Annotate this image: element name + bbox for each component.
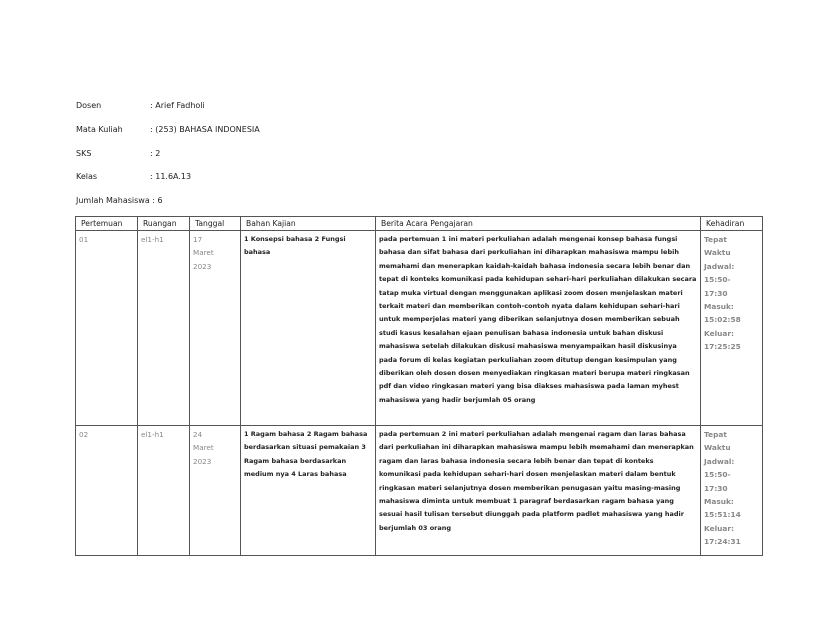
kehadiran-jadwal-label: Jadwal:	[704, 456, 735, 466]
kehadiran-keluar-time: 17:25:25	[704, 342, 741, 352]
kelas-label: Kelas	[76, 172, 98, 181]
sks-line	[76, 149, 160, 158]
kehadiran-jadwal-start: 15:50-	[704, 275, 731, 285]
cell-tanggal	[190, 231, 241, 426]
cell-ruangan: el1-h1	[138, 231, 190, 426]
cell-berita-acara: pada pertemuan 1 ini materi perkuliahan adalah mengenai konsep bahasa fungsi bahasa dan sifat bahasa dari perkuliahan ini diharapkan mahasiswa mampu lebih memahami dan menerapkan kaidah-kaidah bahasa indonesia secara lebih benar dan tepat di konteks komunikasi pada kehidupan sehari-hari perkuliahan dilakukan secara tatap muka virtual dengan menggunakan aplikasi zoom dosen menjelaskan materi terkait materi dan memberikan contoh-contoh nyata dalam kehidupan sehari-hari untuk memperjelas materi yang diberikan selanjutnya dosen memberikan sebuah studi kasus kesalahan ejaan penulisan bahasa indonesia untuk bahan diskusi mahasiswa setelah dilakukan diskusi mahasiswa menyampaikan hasil diskusinya pada forum di kelas kegiatan perkuliahan zoom ditutup dengan kesimpulan yang diberikan oleh dosen dosen menyediakan ringkasan materi berupa materi ringkasan pdf dan video ringkasan materi yang bisa diakses mahasiswa pada laman myhest mahasiswa yang hadir berjumlah 05 orang	[376, 231, 701, 426]
sks-label: SKS	[76, 149, 92, 158]
kehadiran-masuk-time: 15:02:58	[704, 315, 741, 325]
col-tanggal: Tanggal	[190, 217, 241, 231]
cell-tanggal	[190, 426, 241, 556]
dosen-value: : Arief Fadholi	[150, 101, 205, 110]
kehadiran-keluar-label: Keluar:	[704, 328, 734, 338]
col-pertemuan: Pertemuan	[76, 217, 138, 231]
tanggal-year: 2023	[193, 261, 212, 271]
kehadiran-masuk-label: Masuk:	[704, 497, 734, 507]
kehadiran-jadwal-end: 17:30	[704, 483, 728, 493]
tanggal-year: 2023	[193, 456, 212, 466]
cell-pertemuan: 02	[76, 426, 138, 556]
attendance-table	[75, 216, 763, 556]
tanggal-day: 24	[193, 430, 203, 439]
kehadiran-status-2: Waktu	[704, 443, 731, 453]
kehadiran-keluar-time: 17:24:31	[704, 537, 741, 547]
tanggal-day: 17	[193, 235, 203, 244]
col-bahan-kajian: Bahan Kajian	[241, 217, 376, 231]
cell-kehadiran	[701, 231, 763, 426]
table-header-row	[76, 217, 763, 231]
kehadiran-jadwal-end: 17:30	[704, 288, 728, 298]
kehadiran-masuk-label: Masuk:	[704, 302, 734, 312]
kehadiran-status: Tepat	[704, 235, 727, 244]
table-row	[76, 231, 763, 426]
matakuliah-line	[76, 125, 260, 134]
kelas-value: : 11.6A.13	[150, 172, 192, 181]
kehadiran-status: Tepat	[704, 430, 727, 439]
kehadiran-jadwal-start: 15:50-	[704, 470, 731, 480]
tanggal-month: Maret	[193, 248, 214, 258]
dosen-label: Dosen	[76, 101, 102, 110]
cell-ruangan: el1-h1	[138, 426, 190, 556]
cell-kehadiran	[701, 426, 763, 556]
cell-berita-acara: pada pertemuan 2 ini materi perkuliahan adalah mengenai ragam dan laras bahasa dari perkuliahan ini diharapkan mahasiswa mampu lebih memahami dan menerapkan ragam dan laras bahasa indonesia secara lebih benar dan tepat di konteks komunikasi pada kehidupan sehari-hari dosen menjelaskan materi dalam bentuk ringkasan materi selanjutnya dosen memberikan penugasan yaitu masing-masing mahasiswa diminta untuk membuat 1 paragraf berdasarkan ragam bahasa yang sesuai hasil tulisan tersebut diunggah pada platform padlet mahasiswa yang hadir berjumlah 03 orang	[376, 426, 701, 556]
sks-value: : 2	[150, 149, 161, 158]
col-kehadiran: Kehadiran	[701, 217, 763, 231]
col-berita-acara: Berita Acara Pengajaran	[376, 217, 701, 231]
cell-pertemuan: 01	[76, 231, 138, 426]
matakuliah-value: : (253) BAHASA INDONESIA	[150, 125, 260, 134]
kehadiran-status-2: Waktu	[704, 248, 731, 258]
tanggal-month: Maret	[193, 443, 214, 453]
kehadiran-jadwal-label: Jadwal:	[704, 261, 735, 271]
cell-bahan-kajian: 1 Konsepsi bahasa 2 Fungsi bahasa	[241, 231, 376, 426]
table-row	[76, 426, 763, 556]
dosen-line	[76, 101, 205, 110]
kelas-line	[76, 172, 191, 181]
matakuliah-label: Mata Kuliah	[76, 125, 123, 134]
col-ruangan: Ruangan	[138, 217, 190, 231]
kehadiran-keluar-label: Keluar:	[704, 523, 734, 533]
jumlah-mahasiswa: Jumlah Mahasiswa : 6	[76, 196, 163, 205]
kehadiran-masuk-time: 15:51:14	[704, 510, 741, 520]
cell-bahan-kajian: 1 Ragam bahasa 2 Ragam bahasa berdasarkan situasi pemakaian 3 Ragam bahasa berdasarkan medium nya 4 Laras bahasa	[241, 426, 376, 556]
